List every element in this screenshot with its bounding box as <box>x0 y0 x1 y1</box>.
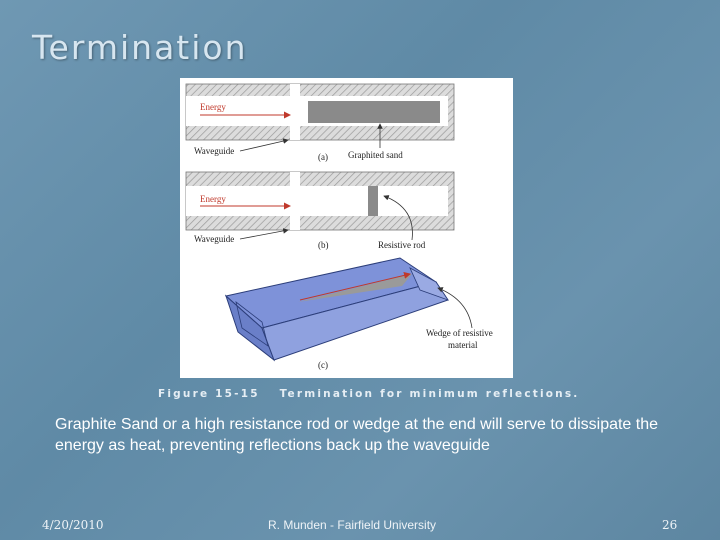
panel-a-graphited-sand <box>186 84 454 162</box>
footer-date: 4/20/2010 <box>42 518 104 532</box>
panel-label-a: (a) <box>318 152 328 162</box>
wedge-label-line1: Wedge of resistive <box>426 328 493 338</box>
resistive-rod-label: Resistive rod <box>378 240 426 250</box>
energy-label-a: Energy <box>200 102 226 112</box>
figure-caption-number: Figure 15-15 <box>158 388 260 400</box>
wedge-label-line2: material <box>448 340 478 350</box>
panel-label-b: (b) <box>318 240 329 250</box>
panel-b-resistive-rod <box>186 172 454 250</box>
graphited-sand-label: Graphited sand <box>348 150 403 160</box>
footer-author: R. Munden - Fairfield University <box>268 518 437 532</box>
figure-caption <box>158 388 580 400</box>
resistive-rod-fill <box>368 186 378 216</box>
graphited-sand-fill <box>308 101 440 123</box>
body-text: Graphite Sand or a high resistance rod or wedge at the end will serve to dissipate the energy as heat, preventing reflections back up the waveguide <box>55 416 659 454</box>
figure-caption-text: Termination for minimum reflections. <box>279 388 580 400</box>
energy-label-b: Energy <box>200 194 226 204</box>
slide-title: Termination <box>32 28 248 67</box>
panel-label-c: (c) <box>318 360 328 370</box>
footer-page-number: 26 <box>662 518 678 532</box>
waveguide-label-b: Waveguide <box>194 234 235 244</box>
panel-c-resistive-wedge <box>226 258 493 370</box>
waveguide-label-a: Waveguide <box>194 146 235 156</box>
waveguide-termination-figure <box>180 78 513 378</box>
